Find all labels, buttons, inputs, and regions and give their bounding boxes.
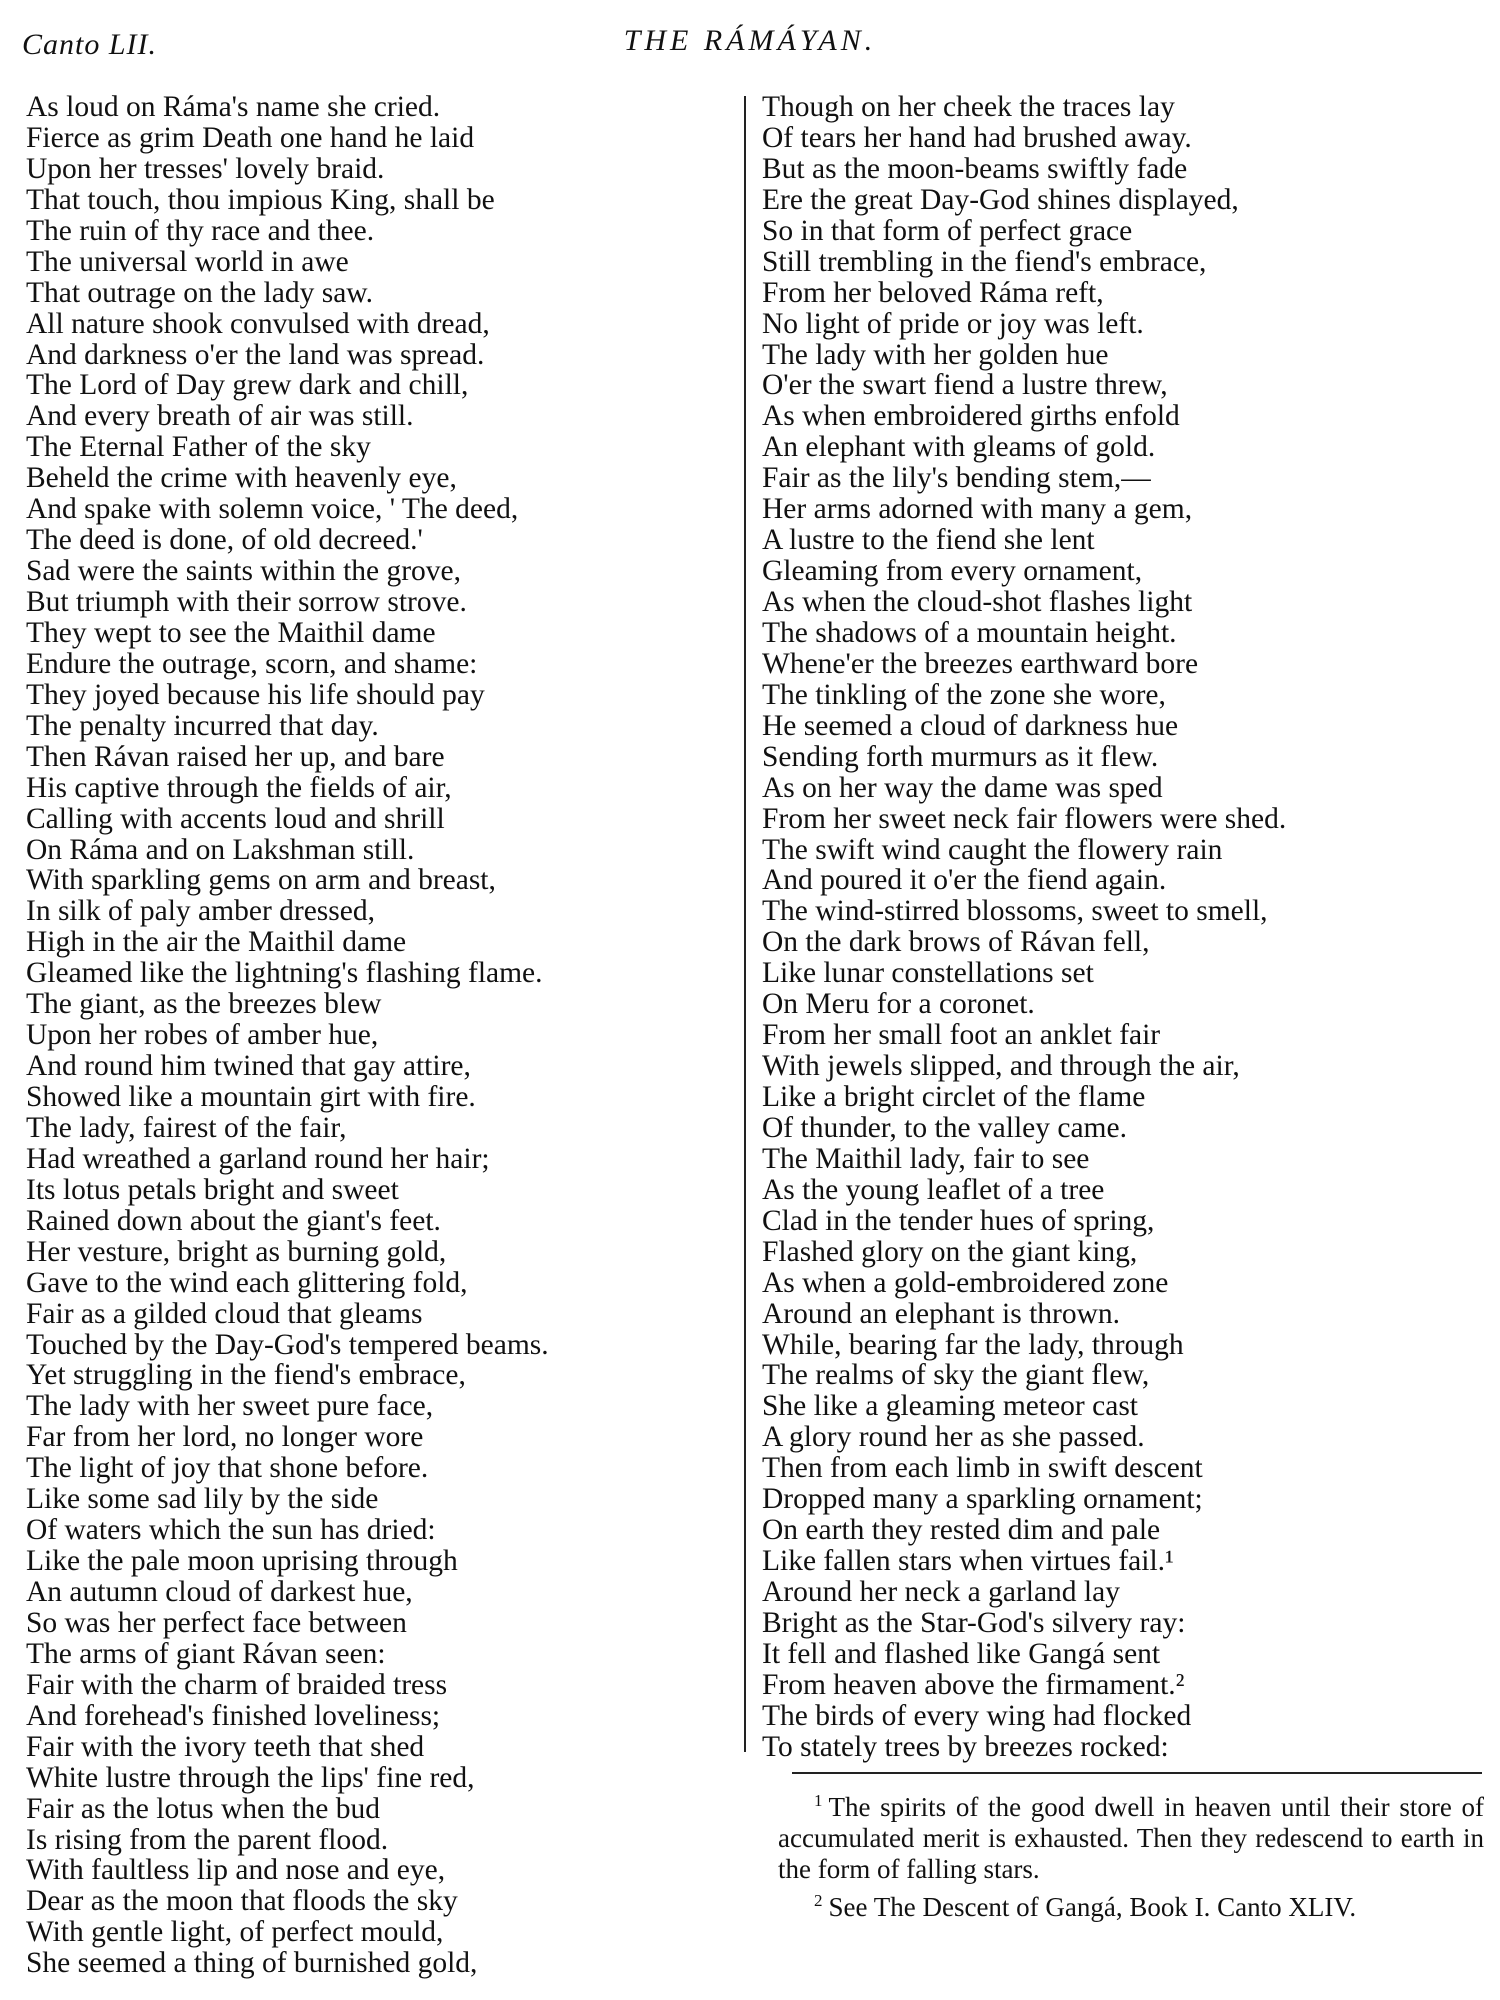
verse-line: They joyed because his life should pay [26, 678, 485, 711]
verse-line: In silk of paly amber dressed, [26, 895, 375, 928]
verse-line: And spake with solemn voice, ' The deed, [26, 493, 519, 526]
verse-line: His captive through the fields of air, [26, 771, 452, 804]
left-column [26, 92, 741, 1979]
verse-line: On earth they rested dim and pale [762, 1514, 1161, 1547]
verse-line: Her arms adorned with many a gem, [762, 493, 1193, 526]
verse-line: Of thunder, to the valley came. [762, 1111, 1127, 1144]
verse-line: With jewels slipped, and through the air, [762, 1050, 1240, 1083]
verse-line: Upon her tresses' lovely braid. [26, 152, 385, 185]
verse-line: Fair with the charm of braided tress [26, 1668, 448, 1701]
verse-line: As loud on Ráma's name she cried. [26, 91, 441, 123]
page-header [0, 22, 1500, 72]
verse-line: Its lotus petals bright and sweet [26, 1173, 399, 1206]
verse-line: The realms of sky the giant flew, [762, 1359, 1150, 1392]
column-divider [744, 96, 746, 1752]
footnote-text: The spirits of the good dwell in heaven until their store of accumulated merit is exhausted. Then they redescend to earth in the form of falling stars. [778, 1792, 1484, 1884]
verse-line: With faultless lip and nose and eye, [26, 1854, 446, 1887]
verse-line: From her beloved Ráma reft, [762, 276, 1104, 309]
verse-line: Clad in the tender hues of spring, [762, 1204, 1155, 1237]
verse-line: And every breath of air was still. [26, 400, 414, 433]
verse-line: High in the air the Maithil dame [26, 926, 407, 959]
verse-line: But as the moon-beams swiftly fade [762, 152, 1188, 185]
verse-line: The shadows of a mountain height. [762, 616, 1177, 649]
verse-line: The arms of giant Rávan seen: [26, 1637, 386, 1670]
verse-line: Fair as a gilded cloud that gleams [26, 1297, 423, 1330]
verse-line: The Eternal Father of the sky [26, 431, 371, 464]
verse-line: Showed like a mountain girt with fire. [26, 1081, 476, 1113]
verse-line: An autumn cloud of darkest hue, [26, 1576, 413, 1608]
verse-line: Of tears her hand had brushed away. [762, 121, 1192, 154]
verse-line: That outrage on the lady saw. [26, 276, 374, 309]
footnote-1 [778, 1785, 1484, 1885]
verse-line: The light of joy that shone before. [26, 1452, 429, 1485]
verse-line: A lustre to the fiend she lent [762, 524, 1095, 557]
verse-line: The wind-stirred blossoms, sweet to smell, [762, 895, 1268, 928]
verse-line: As when the cloud-shot flashes light [762, 586, 1193, 618]
verse-line: Like the pale moon uprising through [26, 1545, 458, 1578]
footnote-2 [778, 1885, 1484, 1923]
verse-line: But triumph with their sorrow strove. [26, 586, 467, 618]
verse-line: Calling with accents loud and shrill [26, 802, 445, 835]
verse-line: Bright as the Star-God's silvery ray: [762, 1606, 1186, 1639]
verse-line: On Meru for a coronet. [762, 988, 1035, 1021]
verse-line: The lady, fairest of the fair, [26, 1111, 347, 1144]
verse-line: The Lord of Day grew dark and chill, [26, 369, 469, 402]
verse-line: That touch, thou impious King, shall be [26, 183, 495, 216]
verse-line: Sending forth murmurs as it flew. [762, 740, 1159, 773]
page-title: THE RÁMÁYAN. [623, 24, 877, 57]
verse-line: Dropped many a sparkling ornament; [762, 1483, 1203, 1516]
footnotes [778, 1785, 1484, 1923]
verse-line: And darkness o'er the land was spread. [26, 338, 485, 371]
verse-line: Gave to the wind each glittering fold, [26, 1266, 468, 1299]
verse-line: Endure the outrage, scorn, and shame: [26, 647, 478, 680]
verse-line: And poured it o'er the fiend again. [762, 864, 1167, 897]
verse-line: The Maithil lady, fair to see [762, 1142, 1090, 1175]
verse-line: Around an elephant is thrown. [762, 1297, 1121, 1330]
verse-line: Fair with the ivory teeth that shed [26, 1730, 425, 1763]
verse-line: With gentle light, of perfect mould, [26, 1916, 444, 1949]
footnote-text: See The Descent of Gangá, Book I. Canto XLIV. [828, 1892, 1357, 1922]
verse-line: Had wreathed a garland round her hair; [26, 1142, 490, 1175]
verse-line: The swift wind caught the flowery rain [762, 833, 1223, 866]
verse-line: Whene'er the breezes earthward bore [762, 647, 1199, 680]
verse-line: From her small foot an anklet fair [762, 1019, 1161, 1052]
verse-line: White lustre through the lips' fine red, [26, 1761, 475, 1794]
verse-line: The ruin of thy race and thee. [26, 214, 375, 247]
verse-line: Fierce as grim Death one hand he laid [26, 121, 475, 154]
verse-line: Fair as the lily's bending stem,— [762, 462, 1151, 495]
verse-line: The giant, as the breezes blew [26, 988, 382, 1021]
verse-line: Then Rávan raised her up, and bare [26, 740, 445, 773]
verse-line: Sad were the saints within the grove, [26, 555, 462, 588]
verse-line: Gleaming from every ornament, [762, 555, 1143, 588]
verse-line: A glory round her as she passed. [762, 1421, 1145, 1454]
footnote-rule [792, 1772, 1482, 1774]
verse-line: The lady with her golden hue [762, 338, 1109, 371]
verse-line: Then from each limb in swift descent [762, 1452, 1203, 1485]
verse-line: Of waters which the sun has dried: [26, 1514, 436, 1547]
verse-line: And round him twined that gay attire, [26, 1050, 471, 1083]
verse-line: From her sweet neck fair flowers were shed. [762, 802, 1287, 835]
verse-line: She seemed a thing of burnished gold, [26, 1947, 478, 1980]
verse-line: He seemed a cloud of darkness hue [762, 709, 1179, 742]
verse-line: It fell and flashed like Gangá sent [762, 1637, 1161, 1670]
verse-line: Though on her cheek the traces lay [762, 91, 1175, 123]
verse-line: The deed is done, of old decreed.' [26, 524, 423, 557]
verse-line: Rained down about the giant's feet. [26, 1204, 441, 1237]
verse-line: As on her way the dame was sped [762, 771, 1163, 804]
footnote-marker: 2 [814, 1891, 823, 1910]
verse-line: The lady with her sweet pure face, [26, 1390, 434, 1423]
verse-line: To stately trees by breezes rocked: [762, 1730, 1169, 1763]
verse-line: She like a gleaming meteor cast [762, 1390, 1138, 1423]
verse-line: So was her perfect face between [26, 1606, 407, 1639]
verse-line: The birds of every wing had flocked [762, 1699, 1192, 1732]
verse-line: Upon her robes of amber hue, [26, 1019, 379, 1052]
verse-line: No light of pride or joy was left. [762, 307, 1144, 340]
verse-line: Still trembling in the fiend's embrace, [762, 245, 1207, 278]
verse-line: While, bearing far the lady, through [762, 1328, 1184, 1361]
verse-line: Touched by the Day-God's tempered beams. [26, 1328, 549, 1361]
verse-line: So in that form of perfect grace [762, 214, 1133, 247]
verse-line: Yet struggling in the fiend's embrace, [26, 1359, 466, 1392]
verse-line: Like fallen stars when virtues fail.¹ [762, 1545, 1174, 1578]
verse-line: As when a gold-embroidered zone [762, 1266, 1169, 1299]
footnote-marker: 1 [814, 1791, 823, 1810]
verse-line: Fair as the lotus when the bud [26, 1792, 380, 1825]
verse-line: As the young leaflet of a tree [762, 1173, 1105, 1206]
verse-line: Gleamed like the lightning's flashing flame. [26, 957, 543, 990]
right-column [762, 92, 1487, 1763]
verse-line: The tinkling of the zone she wore, [762, 678, 1166, 711]
verse-line: Her vesture, bright as burning gold, [26, 1235, 447, 1268]
verse-line: Like some sad lily by the side [26, 1483, 379, 1516]
verse-line: Like a bright circlet of the flame [762, 1081, 1146, 1113]
verse-line: Far from her lord, no longer wore [26, 1421, 424, 1454]
verse-line: Ere the great Day-God shines displayed, [762, 183, 1239, 216]
verse-line: The universal world in awe [26, 245, 349, 278]
verse-line: O'er the swart fiend a lustre threw, [762, 369, 1168, 402]
verse-line: Is rising from the parent flood. [26, 1823, 389, 1856]
verse-line: Beheld the crime with heavenly eye, [26, 462, 457, 495]
canto-number: Canto LII. [22, 28, 158, 61]
verse-line: The penalty incurred that day. [26, 709, 379, 742]
verse-line: Dear as the moon that floods the sky [26, 1885, 458, 1918]
verse-line: An elephant with gleams of gold. [762, 431, 1156, 464]
verse-line: Around her neck a garland lay [762, 1576, 1120, 1608]
verse-line: And forehead's finished loveliness; [26, 1699, 441, 1732]
verse-line: With sparkling gems on arm and breast, [26, 864, 496, 897]
verse-line: All nature shook convulsed with dread, [26, 307, 490, 340]
verse-line: Flashed glory on the giant king, [762, 1235, 1138, 1268]
verse-line: Like lunar constellations set [762, 957, 1094, 990]
verse-line: On the dark brows of Rávan fell, [762, 926, 1150, 959]
verse-line: As when embroidered girths enfold [762, 400, 1180, 433]
verse-line: They wept to see the Maithil dame [26, 616, 436, 649]
verse-line: From heaven above the firmament.² [762, 1668, 1185, 1701]
verse-line: On Ráma and on Lakshman still. [26, 833, 415, 866]
